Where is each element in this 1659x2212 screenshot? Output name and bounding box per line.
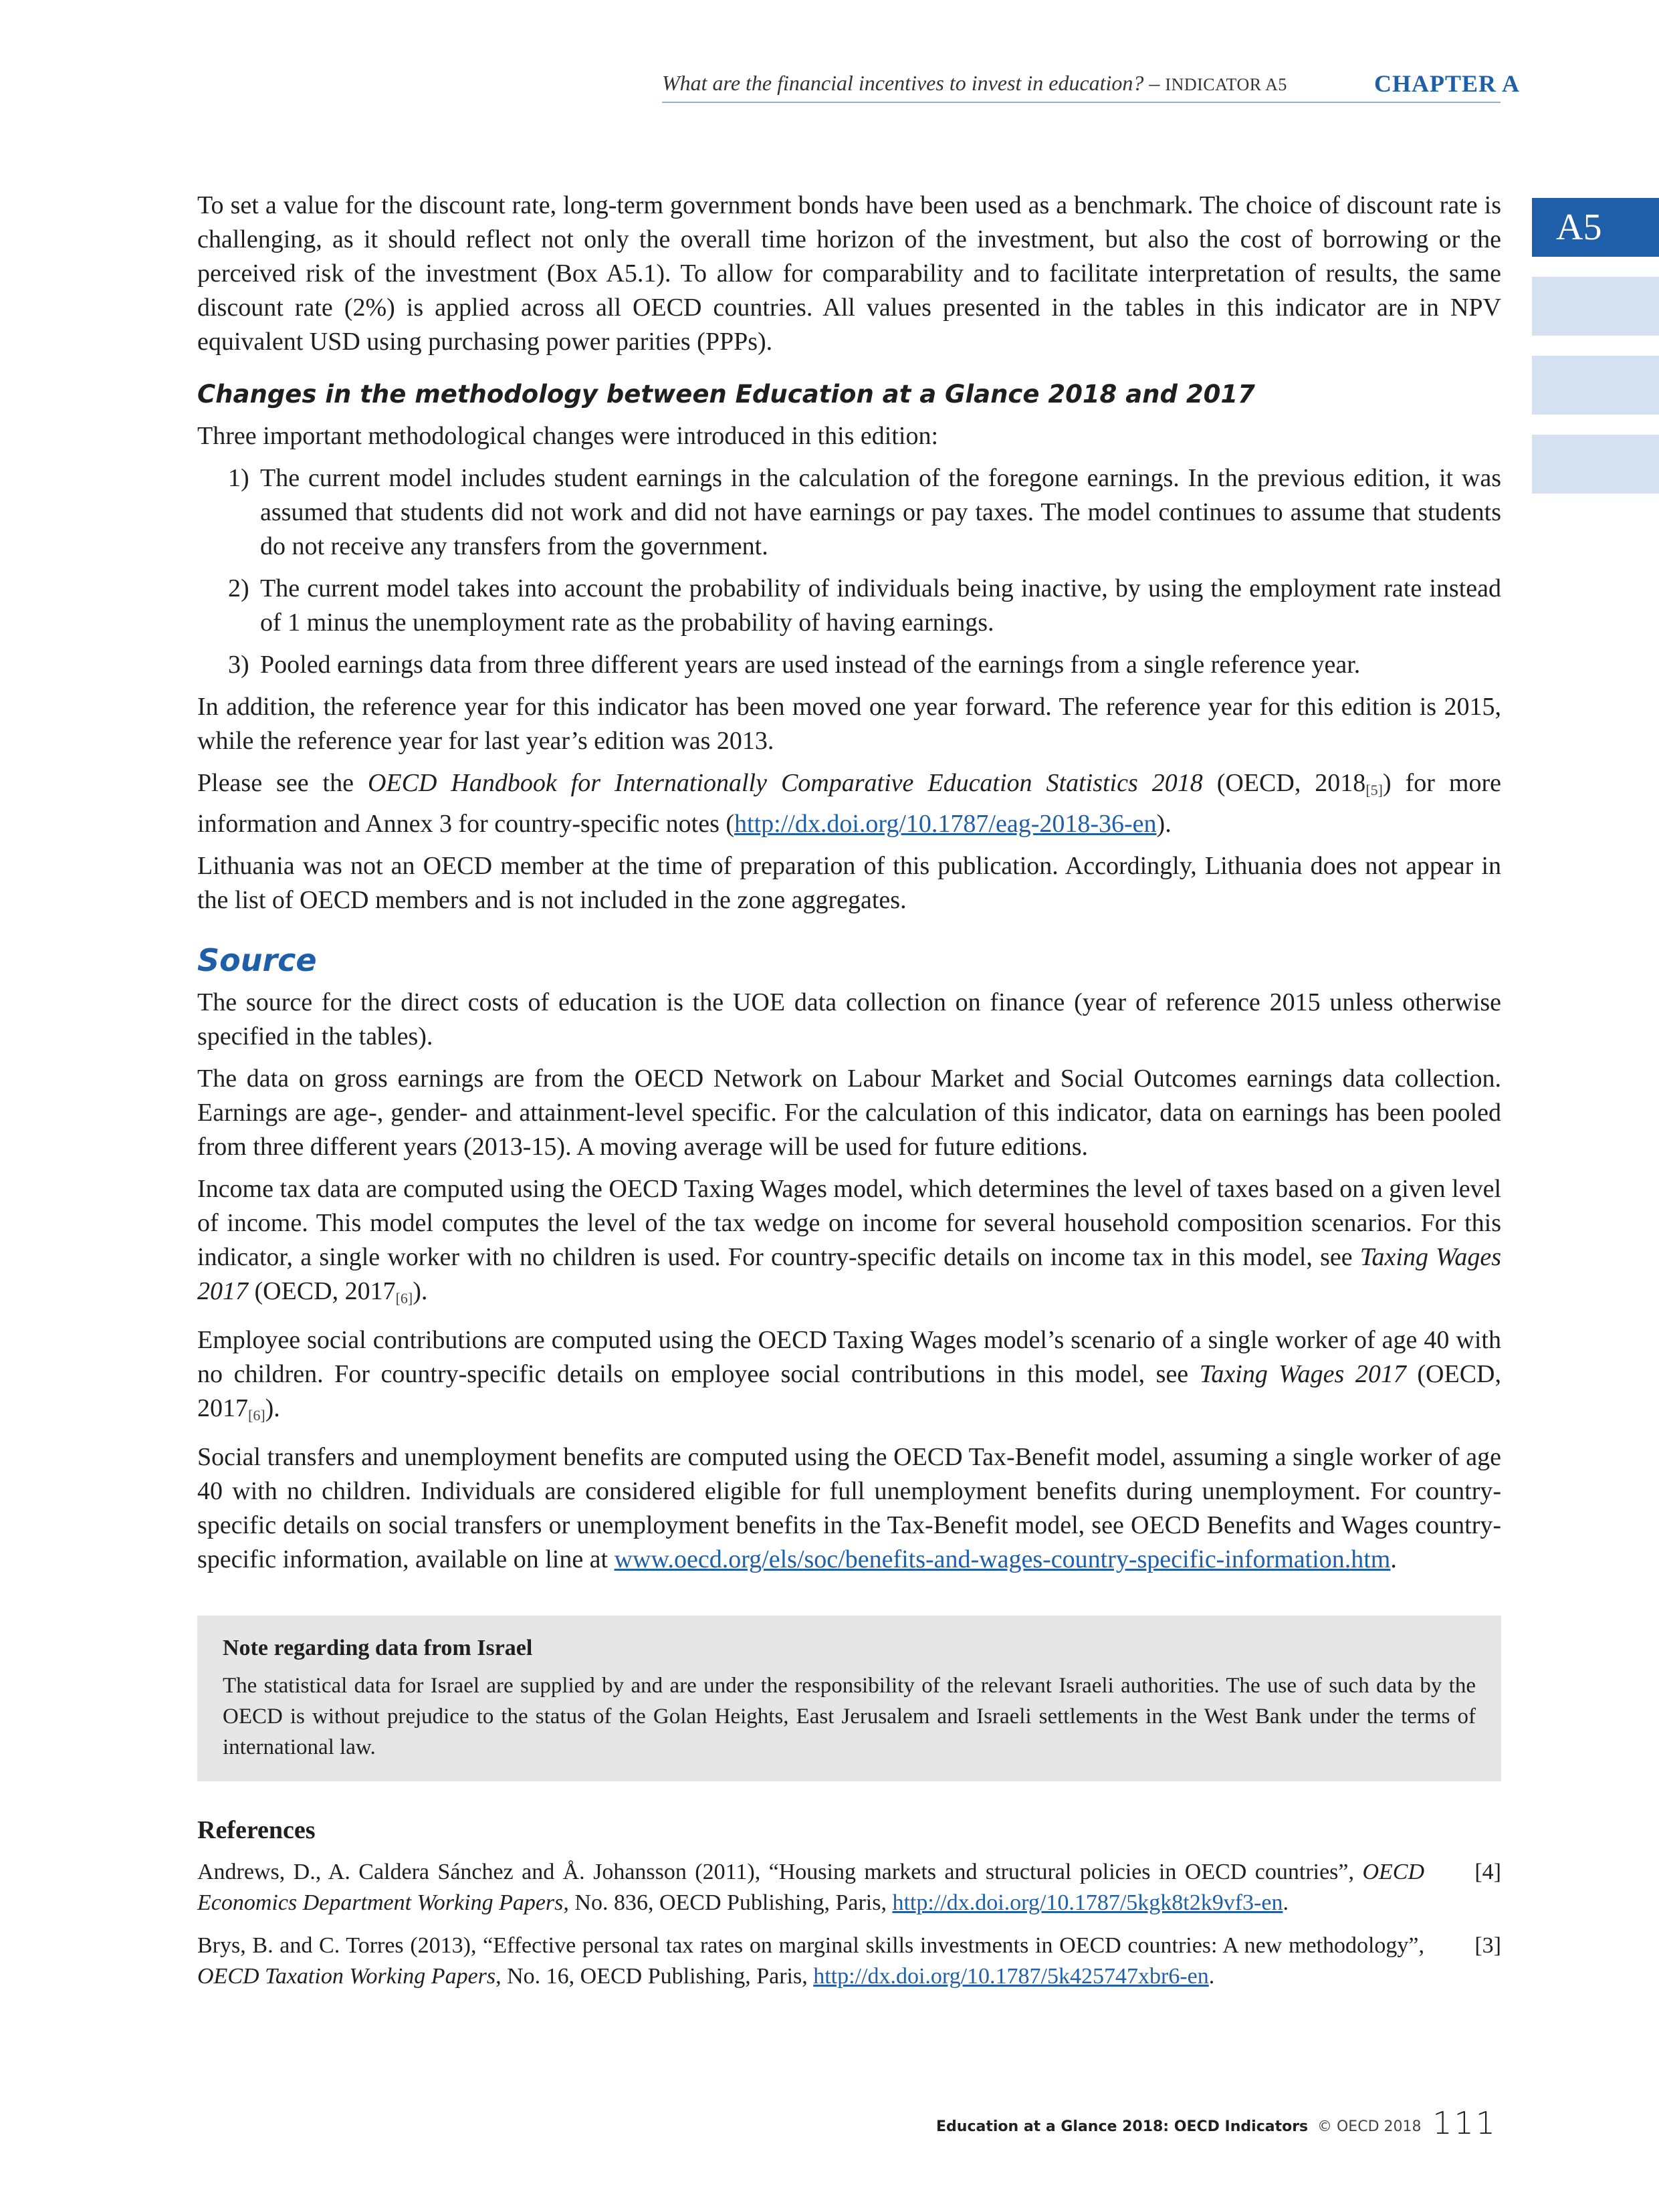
note-body: The statistical data for Israel are supplied by and are under the responsibility of the relevant Israeli authorities. The use of such data by the OECD is without prejudice to the status of the Golan Heights, East Jerusalem and Israeli settlements in the West Bank under the terms of international law. [223, 1674, 1476, 1759]
source-heading: Source [197, 942, 317, 978]
source-paragraph-4: Employee social contributions are computed using the OECD Taxing Wages model’s scenario of a single worker of age 40 with no children. For country-specific details on employee social contributions in this model, see Taxing Wages 2017 (OECD, $2017_{[6]}$). [197, 1326, 1502, 1424]
israel-note-box [197, 1616, 1501, 1781]
source-paragraph-2: The data on gross earnings are from the OECD Network on Labour Market and Social Outcomes earnings data collection. Earnings are age-, gender- and attainment-level specific. For the calculation of this indicator, data on earnings has been pooled from three different years (2013-15). A moving average will be used for future editions. [197, 1065, 1501, 1161]
lithuania-paragraph: Lithuania was not an OECD member at the time of preparation of this publication. Accordingly, Lithuania does not appear in the list of OECD members and is not included in the zone aggregates. [197, 852, 1501, 914]
annex-link[interactable]: http://dx.doi.org/10.1787/eag-2018-36-en [734, 810, 1157, 838]
footer-copyright: © OECD 2018 [1317, 2118, 1422, 2135]
source-paragraph-1: The source for the direct costs of education is the UOE data collection on finance (year of reference 2015 unless otherwise specified in the tables). [197, 988, 1501, 1050]
page-number: 111 [1432, 2105, 1497, 2141]
methodology-changes-heading: Changes in the methodology between Education at a Glance 2018 and 2017 [197, 380, 1255, 409]
reference-code: [4] [1474, 1860, 1501, 1884]
main-content [197, 189, 1501, 2004]
intro-paragraph: To set a value for the discount rate, long-term government bonds have been used as a benchmark. The choice of discount rate is challenging, as it should reflect not only the overall time horizon of the investment, but also the cost of borrowing or the perceived risk of the investment (Box A5.1). To allow for comparability and to facilitate interpretation of results, the same discount rate (2%) is applied across all OECD countries. All values presented in the tables in this indicator are in NPV equivalent USD using purchasing power parities (PPPs). [197, 191, 1501, 356]
footer-publication-title: Education at a Glance 2018: OECD Indicators [936, 2118, 1309, 2135]
list-item: 1) The current model includes student earnings in the calculation of the foregone earnings. In the previous edition, it was assumed that students did not work and did not have earnings or pay taxes. The model continues to assume that students do not receive any transfers from the government. [228, 464, 1501, 560]
reference-link[interactable]: http://dx.doi.org/10.1787/5kgk8t2k9vf3-en [892, 1890, 1283, 1915]
header-indicator: INDICATOR A5 [1165, 75, 1287, 94]
header-title: What are the financial incentives to invest in education? – INDICATOR A5 [662, 71, 1287, 95]
list-item: 3) Pooled earnings data from three different years are used instead of the earnings from a single reference year. [228, 651, 1361, 679]
references-section [197, 1813, 1501, 1992]
reference-entry: Brys, B. and C. Torres (2013), “Effective personal tax rates on marginal skills investments in OECD countries: A new methodology”, OECD Taxation Working Papers, No. 16, OECD Publishing, Paris, http://dx.doi.org/10.1787/5k425747xbr6-en. [3] [197, 1930, 1501, 1992]
source-paragraph-3: Income tax data are computed using the OECD Taxing Wages model, which determines the level of taxes based on a given level of income. This model computes the level of the tax wedge on income for several household composition scenarios. For this indicator, a single worker with no children is used. For country-specific details on income tax in this model, see Taxing Wages 2017 (OECD, $2017_{[6]}$). [197, 1175, 1501, 1307]
running-header [662, 70, 1521, 103]
side-tab-blank-2 [1532, 356, 1659, 415]
reference-year-paragraph: In addition, the reference year for this indicator has been moved one year forward. The reference year for this edition is 2015, while the reference year for last year’s edition was 2013. [197, 693, 1501, 755]
side-tab-blank-1 [1532, 277, 1659, 336]
references-heading: References [197, 1816, 316, 1844]
header-chapter: CHAPTER A [1374, 70, 1521, 97]
side-tab-a5[interactable]: A5 [1532, 198, 1659, 257]
changes-lead: Three important methodological changes were introduced in this edition: [197, 422, 939, 450]
benefits-wages-link[interactable]: www.oecd.org/els/soc/benefits-and-wages-country-specific-information.htm [614, 1545, 1391, 1573]
side-tab-blank-3 [1532, 435, 1659, 493]
handbook-paragraph: Please see the OECD Handbook for Internationally Comparative Education Statistics 2018 (OECD, $2018_{[5]}$) for more information and Annex 3 for country-specific notes (http://dx.doi.org/10.1787/eag-2018-36-en). [197, 769, 1501, 838]
list-item: 2) The current model takes into account the probability of individuals being inactive, by using the employment rate instead of 1 minus the unemployment rate as the probability of having earnings. [228, 574, 1501, 637]
source-paragraph-5: Social transfers and unemployment benefits are computed using the OECD Tax-Benefit model, assuming a single worker of age 40 with no children. Individuals are considered eligible for full unemployment benefits during unemployment. For country-specific details on social transfers or unemployment benefits in the Tax-Benefit model, see OECD Benefits and Wages country-specific information, available on line at www.oecd.org/els/soc/benefits-and-wages-country-specific-information.htm. [197, 1443, 1501, 1573]
reference-code: [3] [1474, 1933, 1501, 1958]
reference-link[interactable]: http://dx.doi.org/10.1787/5k425747xbr6-en [813, 1964, 1209, 1989]
page-footer [936, 2105, 1501, 2145]
note-title: Note regarding data from Israel [223, 1636, 533, 1660]
reference-entry: Andrews, D., A. Caldera Sánchez and Å. Johansson (2011), “Housing markets and structural policies in OECD countries”, OECD Economics Department Working Papers, No. 836, OECD Publishing, Paris, http://dx.doi.org/10.1787/5kgk8t2k9vf3-en. [4] [197, 1857, 1501, 1918]
changes-list [197, 461, 1501, 682]
